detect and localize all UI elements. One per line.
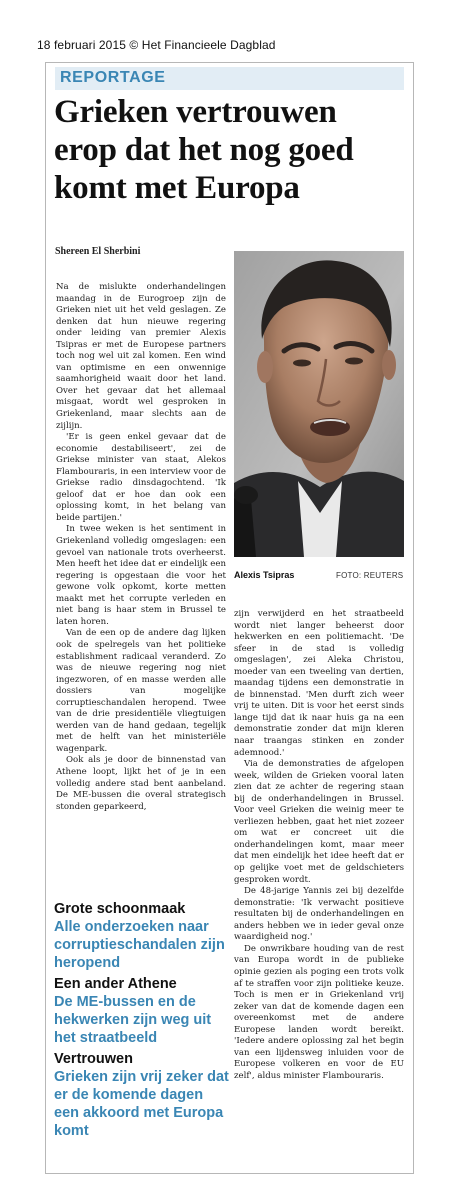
highlight-heading: Vertrouwen xyxy=(54,1051,133,1067)
paragraph: Van de een op de andere dag lijken ook de spelregels van het politieke establishment radicaal veranderd. Zo was de nieuwe regering nog niet ingezworen, of en masse werden alle dossiers van mogelijke corruptieschandalen heropend. Twee van de drie presidentiële vliegtuigen werden van de hand gedaan, tegelijk met de helft van het ministeriële wagenpark. xyxy=(56,628,226,754)
article-column-2 xyxy=(234,609,404,1082)
highlights-box xyxy=(54,901,232,1144)
paragraph: De 48-jarige Yannis zei bij dezelfde demonstratie: 'Ik verwacht positieve resultaten bij de onderhandelingen en anders hebben we in ieder geval onze waardigheid nog.' xyxy=(234,886,404,943)
paragraph: In twee weken is het sentiment in Griekenland volledig omgeslagen: een gevoel van nationale trots overheerst. Men heeft het idee dat er eindelijk een regering is opgestaan die voor het gewone volk opkomt, korte metten maakt met het corrupte verleden en niet bang is haar stem in Brussel te laten horen. xyxy=(56,524,226,627)
photo-alexis-tsipras xyxy=(234,251,404,557)
highlight-text: De ME-bussen en de hekwerken zijn weg uit het straatbeeld xyxy=(54,994,212,1046)
paragraph: 'Er is geen enkel gevaar dat de economie destabiliseert', zei de Griekse minister van staat, Alekos Flambouraris, in een interview voor de Griekse radio dinsdagochtend. 'Ik geloof dat er hoe dan ook een oplossing komt, in het belang van beide partijen.' xyxy=(56,432,226,523)
article-column-1 xyxy=(56,282,226,813)
headline-line-1: Grieken vertrouwen xyxy=(54,94,337,130)
section-kicker xyxy=(55,67,404,90)
highlight-heading: Grote schoonmaak xyxy=(54,901,186,917)
paragraph: Ook als je door de binnenstad van Athene loopt, lijkt het of je in een volledig andere stad bent aanbeland. De ME-bussen die overal strategisch stonden geparkeerd, xyxy=(56,755,226,812)
article-frame xyxy=(45,62,414,1174)
byline: Shereen El Sherbini xyxy=(55,246,141,257)
headline xyxy=(54,93,410,207)
headline-line-3: komt met Europa xyxy=(54,170,300,206)
paragraph: Na de mislukte onderhandelingen maandag in de Eurogroep zijn de Grieken niet uit het veld geslagen. Ze denken dat hun nieuwe regering onder leiding van premier Alexis Tsipras er met de Europese partners toch nog wel uit zal komen. Een wind van optimisme en een onwennige saamhorigheid waait door het land. Over het gevaar dat het allemaal misgaat, wordt wel gesproken in Griekenland, maar slechts aan de zijlijn. xyxy=(56,282,226,431)
highlight-heading: Een ander Athene xyxy=(54,976,177,992)
paragraph: Via de demonstraties de afgelopen week, wilden de Grieken vooral laten zien dat ze achter de regering staan bij de onderhandelingen in Brussel. Voor veel Grieken die weinig meer te verliezen hebben, gaat het niet zozeer om wat er concreet uit die onderhandelingen komt, maar meer dat men eindelijk het idee heeft dat er op gelijke voet met de geldschieters gesproken wordt. xyxy=(234,759,404,885)
photo-credit: FOTO: REUTERS xyxy=(336,571,404,580)
portrait-illustration xyxy=(234,251,404,557)
dateline: 18 februari 2015 © Het Financieele Dagblad xyxy=(37,38,276,52)
highlight-text: Grieken zijn vrij zeker dat er de komende dagen een akkoord met Europa komt xyxy=(54,1069,229,1139)
photo-caption: Alexis Tsipras xyxy=(234,570,295,580)
paragraph: zijn verwijderd en het straatbeeld wordt niet langer beheerst door hekwerken en een politiemacht. 'De sfeer in de stad is volledig omgeslagen', zei Aleka Christou, moeder van een tweeling van dertien, maandag tijdens een demonstratie in de binnenstad. 'Men durft zich weer vrij te uiten. Dit is voor het eerst sinds lange tijd dat ik naar huis ga na een demonstratie zonder dat mijn kleren naar traangas stinken en zonder ademnood.' xyxy=(234,609,404,758)
paragraph: De onwrikbare houding van de rest van Europa wordt in de publieke opinie gezien als poging een trots volk af te straffen voor zijn politieke keuze. Toch is men er in Griekenland vrij zeker van dat de komende dagen een overeenkomst met de andere Europese landen wordt bereikt. 'Iedere andere oplossing zal het begin van een lijdensweg inluiden voor de Europese volkeren en voor de EU zelf', aldus minister Flambouraris. xyxy=(234,943,404,1081)
highlight-text: Alle onderzoeken naar corruptieschandalen zijn heropend xyxy=(54,919,225,971)
kicker-label: REPORTAGE xyxy=(60,69,166,86)
headline-line-2: erop dat het nog goed xyxy=(54,132,354,168)
